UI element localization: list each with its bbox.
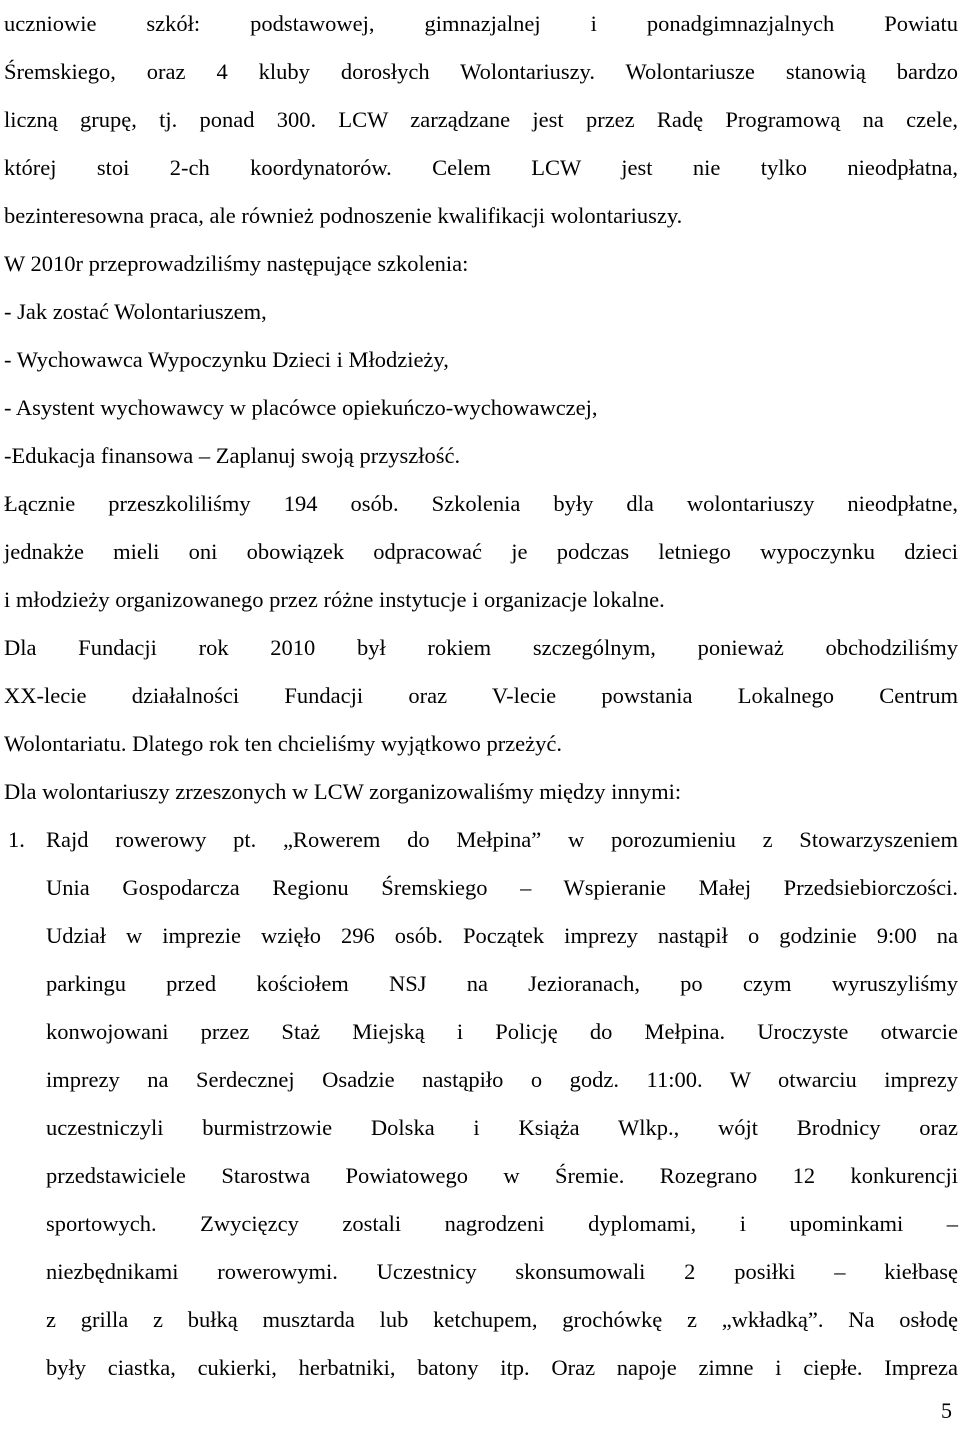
text-line: Dla Fundacji rok 2010 był rokiem szczególnym, ponieważ obchodziliśmy <box>4 635 958 660</box>
paragraph <box>4 624 958 768</box>
text-line: której stoi 2-ch koordynatorów. Celem LCW jest nie tylko nieodpłatna, <box>4 155 958 180</box>
text-line: - Wychowawca Wypoczynku Dzieci i Młodzieży, <box>4 347 449 372</box>
text-line: - Asystent wychowawcy w placówce opiekuńczo-wychowawczej, <box>4 395 598 420</box>
text-line: parkingu przed kościołem NSJ na Jezioranach, po czym wyruszyliśmy <box>46 971 958 996</box>
text-line: przedstawiciele Starostwa Powiatowego w Śremie. Rozegrano 12 konkurencji <box>46 1163 958 1188</box>
text-line: bezinteresowna praca, ale również podnoszenie kwalifikacji wolontariuszy. <box>4 203 683 228</box>
text-line: były ciastka, cukierki, herbatniki, batony itp. Oraz napoje zimne i ciepłe. Impreza <box>46 1355 958 1380</box>
text-line: sportowych. Zwycięzcy zostali nagrodzeni dyplomami, i upominkami – <box>46 1211 958 1236</box>
list-item <box>4 816 958 1392</box>
list-item-content <box>46 816 958 1392</box>
text-line: Wolontariatu. Dlatego rok ten chcieliśmy wyjątkowo przeżyć. <box>4 731 563 756</box>
text-line: Dla wolontariuszy zrzeszonych w LCW zorganizowaliśmy między innymi: <box>4 779 682 804</box>
text-line: liczną grupę, tj. ponad 300. LCW zarządzane jest przez Radę Programową na czele, <box>4 107 958 132</box>
page-number: 5 <box>941 1398 952 1423</box>
list-item-number: 1. <box>8 827 25 852</box>
text-line: uczniowie szkół: podstawowej, gimnazjalnej i ponadgimnazjalnych Powiatu <box>4 11 958 36</box>
text-line: imprezy na Serdecznej Osadzie nastąpiło o godz. 11:00. W otwarciu imprezy <box>46 1067 958 1092</box>
text-line: i młodzieży organizowanego przez różne instytucje i organizacje lokalne. <box>4 587 665 612</box>
paragraph <box>4 480 958 624</box>
text-line: Śremskiego, oraz 4 kluby dorosłych Wolontariuszy. Wolontariusze stanowią bardzo <box>4 59 958 84</box>
text-line: XX-lecie działalności Fundacji oraz V-lecie powstania Lokalnego Centrum <box>4 683 958 708</box>
text-line: - Jak zostać Wolontariuszem, <box>4 299 267 324</box>
paragraph <box>4 768 958 816</box>
document-page <box>4 0 958 1392</box>
text-line: uczestniczyli burmistrzowie Dolska i Książa Wlkp., wójt Brodnicy oraz <box>46 1115 958 1140</box>
paragraph <box>4 0 958 240</box>
paragraph <box>4 240 958 480</box>
text-line: jednakże mieli oni obowiązek odpracować je podczas letniego wypoczynku dzieci <box>4 539 958 564</box>
text-line: Udział w imprezie wzięło 296 osób. Początek imprezy nastąpił o godzinie 9:00 na <box>46 923 958 948</box>
document-body <box>4 0 958 1392</box>
text-line: niezbędnikami rowerowymi. Uczestnicy skonsumowali 2 posiłki – kiełbasę <box>46 1259 958 1284</box>
text-line: Łącznie przeszkoliliśmy 194 osób. Szkolenia były dla wolontariuszy nieodpłatne, <box>4 491 958 516</box>
text-line: Rajd rowerowy pt. „Rowerem do Mełpina” w porozumieniu z Stowarzyszeniem <box>46 827 958 852</box>
text-line: -Edukacja finansowa – Zaplanuj swoją przyszłość. <box>4 443 461 468</box>
text-line: z grilla z bułką musztarda lub ketchupem, grochówkę z „wkładką”. Na osłodę <box>46 1307 958 1332</box>
text-line: konwojowani przez Staż Miejską i Policję do Mełpina. Uroczyste otwarcie <box>46 1019 958 1044</box>
text-line: W 2010r przeprowadziliśmy następujące szkolenia: <box>4 251 469 276</box>
text-line: Unia Gospodarcza Regionu Śremskiego – Wspieranie Małej Przedsiebiorczości. <box>46 875 958 900</box>
